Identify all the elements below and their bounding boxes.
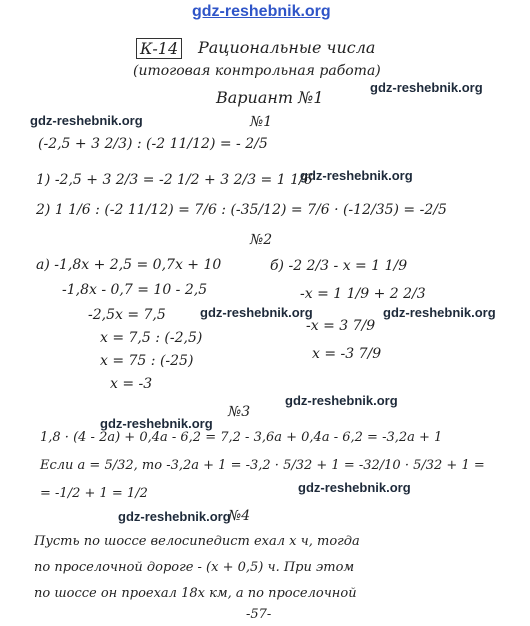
- task2a-line: а) -1,8x + 2,5 = 0,7x + 10: [36, 257, 222, 273]
- watermark: gdz-reshebnik.org: [285, 393, 398, 408]
- watermark: gdz-reshebnik.org: [298, 480, 411, 495]
- test-code-box: К-14: [136, 38, 182, 59]
- task1-expression: (-2,5 + 3 2/3) : (-2 11/12) = - 2/5: [38, 136, 268, 152]
- watermark: gdz-reshebnik.org: [383, 305, 496, 320]
- task4-line3: по шоссе он проехал 18x км, а по проселочной: [34, 586, 357, 601]
- task2b-line: -x = 3 7/9: [306, 318, 376, 334]
- task2a-line: x = -3: [110, 376, 153, 392]
- watermark: gdz-reshebnik.org: [100, 416, 213, 431]
- task2a-line: x = 75 : (-25): [100, 353, 194, 369]
- task3-line2: Если a = 5/32, то -3,2a + 1 = -3,2 · 5/32 + 1 = -32/10 · 5/32 + 1 =: [40, 458, 485, 473]
- task2a-line: x = 7,5 : (-2,5): [100, 330, 203, 346]
- watermark: gdz-reshebnik.org: [300, 168, 413, 183]
- task2a-line: -1,8x - 0,7 = 10 - 2,5: [62, 282, 208, 298]
- task4-line2: по проселочной дороге - (x + 0,5) ч. При этом: [34, 560, 355, 575]
- watermark: gdz-reshebnik.org: [30, 113, 143, 128]
- page-subtitle: (итоговая контрольная работа): [133, 63, 381, 79]
- watermark: gdz-reshebnik.org: [118, 509, 231, 524]
- task2b-line: -x = 1 1/9 + 2 2/3: [300, 286, 426, 302]
- task3-line1: 1,8 · (4 - 2a) + 0,4a - 6,2 = 7,2 - 3,6a + 0,4a - 6,2 = -3,2a + 1: [40, 430, 443, 445]
- variant-label: Вариант №1: [216, 88, 324, 107]
- page-title: Рациональные числа: [198, 38, 376, 57]
- task3-line3: = -1/2 + 1 = 1/2: [40, 486, 148, 501]
- watermark-top[interactable]: gdz-reshebnik.org: [192, 3, 331, 20]
- task1-label: №1: [250, 114, 273, 130]
- task2-label: №2: [250, 232, 273, 248]
- task3-label: №3: [228, 404, 251, 420]
- page-number: -57-: [246, 607, 272, 622]
- task2a-line: -2,5x = 7,5: [88, 307, 166, 323]
- task4-line1: Пусть по шоссе велосипедист ехал x ч, тогда: [34, 534, 360, 549]
- task1-step1: 1) -2,5 + 3 2/3 = -2 1/2 + 3 2/3 = 1 1/6: [36, 172, 313, 188]
- task2b-line: x = -3 7/9: [312, 346, 382, 362]
- task2b-line: б) -2 2/3 - x = 1 1/9: [270, 258, 408, 274]
- watermark: gdz-reshebnik.org: [370, 80, 483, 95]
- watermark: gdz-reshebnik.org: [200, 305, 313, 320]
- task4-label: №4: [228, 508, 251, 524]
- task1-step2: 2) 1 1/6 : (-2 11/12) = 7/6 : (-35/12) = 7/6 · (-12/35) = -2/5: [36, 202, 447, 218]
